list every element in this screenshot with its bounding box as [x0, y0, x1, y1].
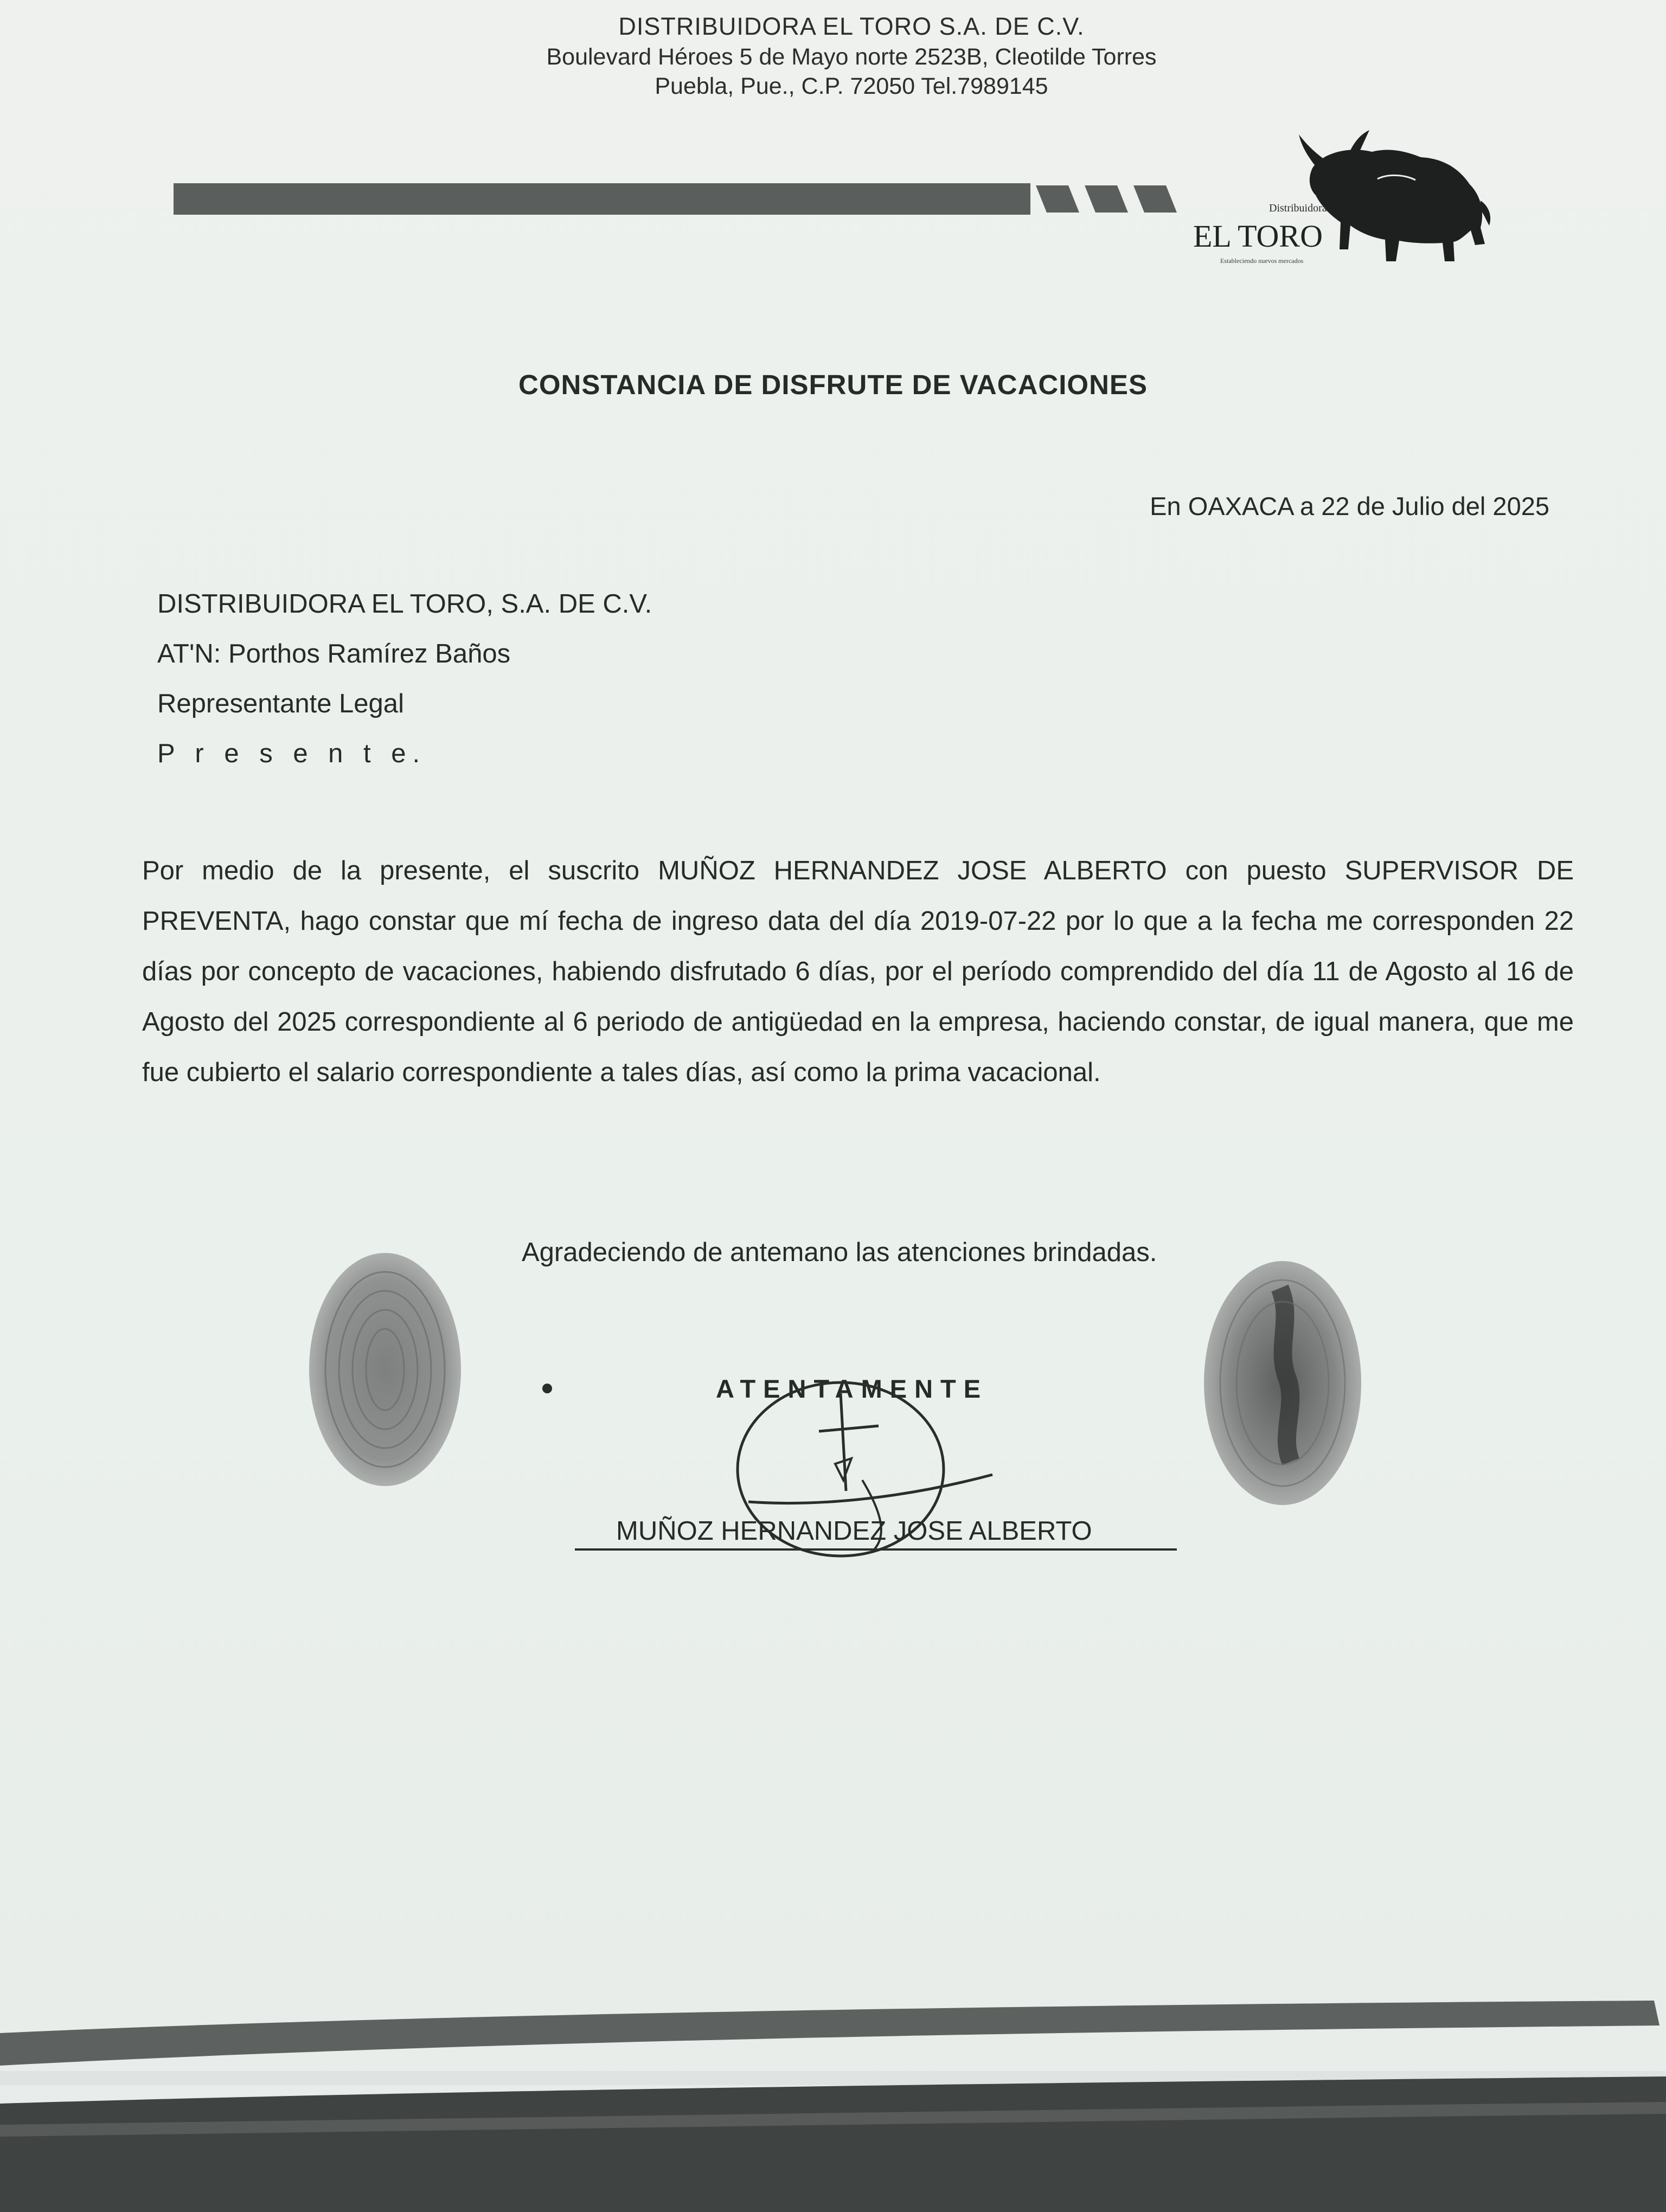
letterhead-address-line1: Boulevard Héroes 5 de Mayo norte 2523B, Cleotilde Torres	[546, 44, 1157, 70]
right-fingerprint	[1199, 1256, 1367, 1510]
thanks-line: Agradeciendo de antemano las atenciones brindadas.	[522, 1238, 1157, 1267]
place-date: En OAXACA a 22 de Julio del 2025	[1150, 492, 1549, 520]
footer-bars	[0, 1979, 1666, 2212]
signer-name: MUÑOZ HERNANDEZ JOSE ALBERTO	[616, 1516, 1092, 1546]
letterhead-bar	[174, 183, 1030, 215]
addressee-role: Representante Legal	[157, 689, 404, 718]
letterhead-company: DISTRIBUIDORA EL TORO S.A. DE C.V.	[618, 12, 1085, 40]
svg-text:Estableciendo nuevos mercados: Estableciendo nuevos mercados	[1220, 257, 1304, 265]
svg-text:Distribuidora: Distribuidora	[1269, 202, 1327, 214]
signature-line	[575, 1548, 1177, 1551]
addressee-block	[157, 579, 652, 779]
addressee-greeting: P r e s e n t e.	[157, 739, 427, 768]
closing-atentamente: ATENTAMENTE	[716, 1374, 989, 1403]
letterhead	[488, 11, 1215, 101]
el-toro-logo	[1188, 119, 1491, 282]
bullet-mark	[542, 1384, 552, 1393]
letterhead-chevrons	[1036, 182, 1177, 215]
left-fingerprint	[304, 1245, 466, 1489]
addressee-company: DISTRIBUIDORA EL TORO, S.A. DE C.V.	[157, 589, 652, 619]
addressee-attention: AT'N: Porthos Ramírez Baños	[157, 639, 511, 668]
body-paragraph: Por medio de la presente, el suscrito MUÑOZ HERNANDEZ JOSE ALBERTO con puesto SUPERVISOR DE PREVENTA, hago constar que mí fecha de ingreso data del día 2019-07-22 por lo que a la fecha me corresponden 22 días por concepto de vacaciones, habiendo disfrutado 6 días, por el período comprendido del día 11 de Agosto al 16 de Agosto del 2025 correspondiente al 6 periodo de antigüedad en la empresa, haciendo constar, de igual manera, que me fue cubierto el salario correspondiente a tales días, así como la prima vacacional.	[142, 856, 1574, 1087]
letterhead-address-line2: Puebla, Pue., C.P. 72050 Tel.7989145	[655, 73, 1048, 99]
handwritten-signature	[716, 1372, 1009, 1578]
bull-icon	[1299, 130, 1490, 261]
document-title: CONSTANCIA DE DISFRUTE DE VACACIONES	[518, 369, 1148, 400]
svg-text:EL TORO: EL TORO	[1193, 218, 1323, 254]
